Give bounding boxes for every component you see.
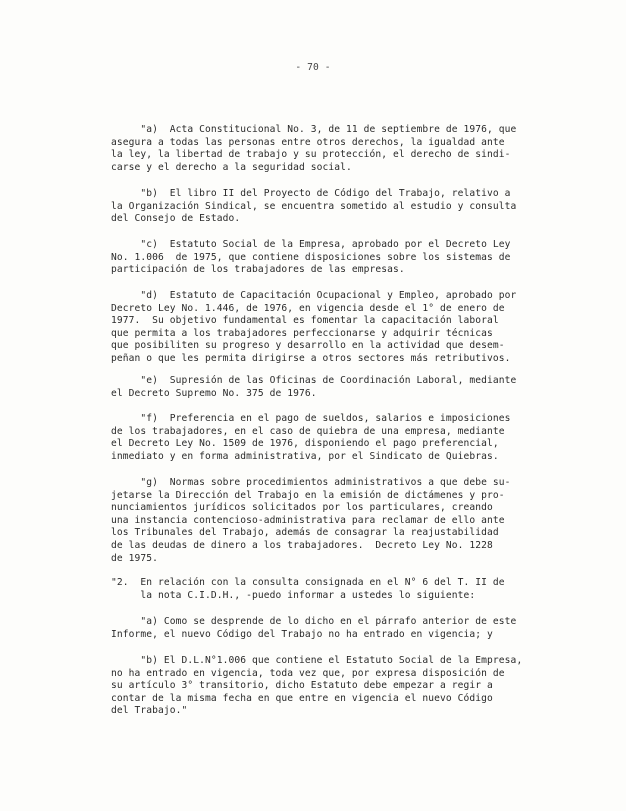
text-line: "a) Acta Constitucional No. 3, de 11 de septiembre de 1976, que: [111, 124, 517, 135]
text-line: "g) Normas sobre procedimientos administrativos a que debe su-: [111, 477, 511, 488]
text-line: los Tribunales del Trabajo, además de consagrar la reajustabilidad: [111, 527, 499, 539]
paragraph-f: [111, 413, 547, 463]
paragraph-a: [111, 124, 547, 174]
text-line: "b) El libro II del Proyecto de Código del Trabajo, relativo a: [111, 188, 511, 199]
paragraph-c: [111, 239, 547, 277]
text-line: "c) Estatuto Social de la Empresa, aprobado por el Decreto Ley: [111, 239, 511, 250]
text-line: de 1975.: [111, 552, 159, 564]
paragraph-e: [111, 375, 547, 400]
text-line: No. 1.006 de 1975, que contiene disposiciones sobre los sistemas de: [111, 251, 511, 263]
text-line: "f) Preferencia en el pago de sueldos, salarios e imposiciones: [111, 413, 511, 424]
section-2-a: [111, 616, 547, 641]
text-line: la Organización Sindical, se encuentra sometido al estudio y consulta: [111, 200, 517, 212]
paragraph-d: [111, 290, 547, 366]
text-line: el Decreto Ley No. 1509 de 1976, disponiendo el pago preferencial,: [111, 438, 499, 450]
text-line: inmediato y en forma administrativa, por el Sindicato de Quiebras.: [111, 450, 499, 462]
text-line: que permita a los trabajadores perfeccionarse y adquirir técnicas: [111, 327, 493, 339]
text-line: "2. En relación con la consulta consignada en el N° 6 del T. II de: [111, 577, 505, 588]
text-line: del Trabajo.": [111, 705, 188, 717]
text-line: "a) Como se desprende de lo dicho en el párrafo anterior de este: [111, 616, 517, 627]
text-line: de las deudas de dinero a los trabajadores. Decreto Ley No. 1228: [111, 539, 493, 551]
section-2-b: [111, 655, 547, 718]
text-line: Decreto Ley No. 1.446, de 1976, en vigencia desde el 1° de enero de: [111, 302, 505, 314]
text-line: su artículo 3° transitorio, dicho Estatuto debe empezar a regir a: [111, 680, 493, 692]
section-2: [111, 577, 547, 602]
text-line: "e) Supresión de las Oficinas de Coordinación Laboral, mediante: [111, 375, 517, 386]
text-line: que posibiliten su progreso y desarrollo en la actividad que desem-: [111, 340, 505, 352]
text-line: "d) Estatuto de Capacitación Ocupacional y Empleo, aprobado por: [111, 290, 517, 301]
text-line: participación de los trabajadores de las empresas.: [111, 264, 405, 276]
page-number: - 70 -: [295, 62, 331, 73]
text-line: la ley, la libertad de trabajo y su protección, el derecho de sindi-: [111, 149, 511, 161]
paragraph-b: [111, 188, 547, 226]
text-line: asegura a todas las personas entre otros derechos, la igualdad ante: [111, 136, 505, 148]
text-line: una instancia contencioso-administrativa para reclamar de ello ante: [111, 514, 505, 526]
text-line: 1977. Su objetivo fundamental es fomentar la capacitación laboral: [111, 315, 499, 327]
text-line: Informe, el nuevo Código del Trabajo no ha entrado en vigencia; y: [111, 628, 493, 640]
text-line: carse y el derecho a la seguridad social.: [111, 161, 352, 173]
text-line: jetarse la Dirección del Trabajo en la emisión de dictámenes y pro-: [111, 489, 505, 501]
text-line: la nota C.I.D.H., -puedo informar a ustedes lo siguiente:: [111, 589, 476, 601]
text-line: nunciamientos jurídicos solicitados por los particulares, creando: [111, 502, 493, 514]
text-line: de los trabajadores, en el caso de quiebra de una empresa, mediante: [111, 425, 505, 437]
text-line: peñan o que les permita dirigirse a otros sectores más retributivos.: [111, 352, 511, 364]
text-line: el Decreto Supremo No. 375 de 1976.: [111, 387, 317, 399]
text-line: contar de la misma fecha en que entre en vigencia el nuevo Código: [111, 692, 493, 704]
text-line: "b) El D.L.N°1.006 que contiene el Estatuto Social de la Empresa,: [111, 655, 523, 666]
paragraph-g: [111, 477, 547, 565]
text-line: del Consejo de Estado.: [111, 213, 241, 225]
text-line: no ha entrado en vigencia, toda vez que, por expresa disposición de: [111, 667, 505, 679]
